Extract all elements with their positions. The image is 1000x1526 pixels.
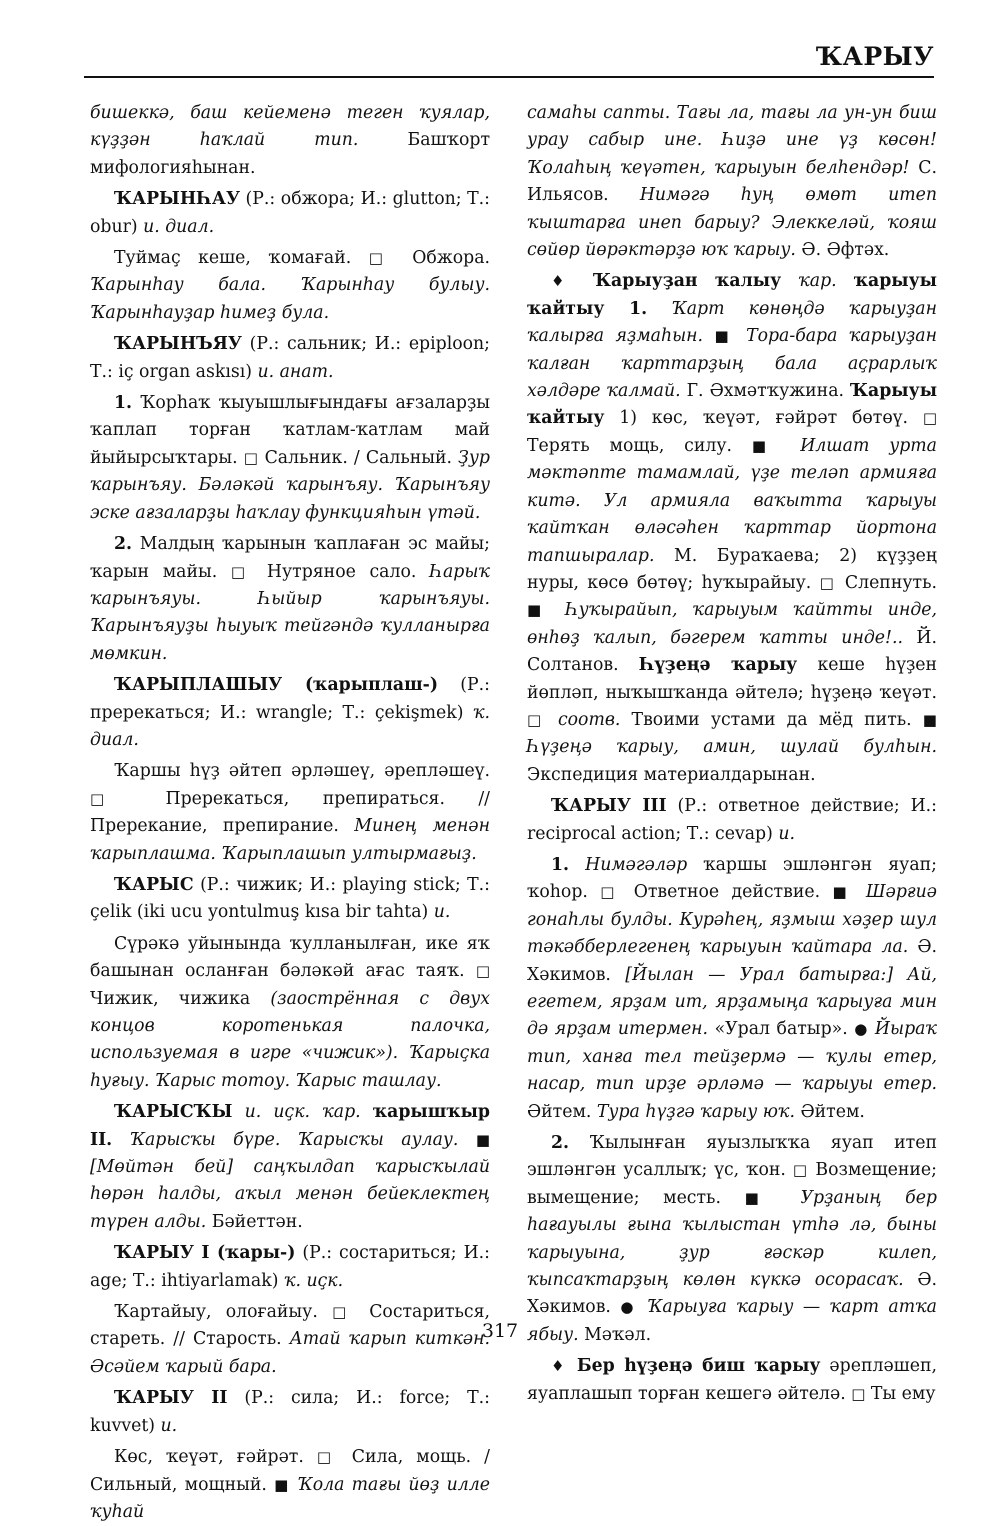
source-text: Әйтем. xyxy=(527,1101,597,1122)
headword: ҠАРЫНҺАУ xyxy=(114,189,240,210)
cross-reference: ҡарыуы ҡайтыу 1. xyxy=(527,271,937,319)
filled-square-marker-icon: ■ xyxy=(475,1130,490,1149)
source-text: Башҡорт мифологияһынан. xyxy=(90,130,491,178)
entry-header xyxy=(90,672,490,754)
source-text: С. Ильясов. xyxy=(527,157,937,206)
headword: ҠАРЫНЪЯУ xyxy=(114,334,242,355)
translations: (Р.: сальник; И.: epiploon; Т.: iç organ askısı) xyxy=(90,334,490,382)
sense-number: 1. xyxy=(551,854,570,875)
sense-1: 1. Нимәгәләр ҡаршы эшләнгән яуап; ҡоһор. □ Ответное действие. ■ Шәрғиә гонаһлы булды. Курәһең, яҙмыш хәҙер шул тәкәбберлегенең ҡарыуын ҡайтара ла. Ә. Хәкимов. [Йылан — Урал батырға:] Ай, егетем, ярҙам ит, ярҙамыңа ҡарыуға мин дә ярҙам итермен. «Урал батыр». ● Йыраҡ тип, ханға тел тейҙермә — ҡулы етер, насар, тип ирҙе әрләмә — ҡарыуы етер. Әйтем. Тура һүҙгә ҡарыу юҡ. Әйтем. xyxy=(527,854,938,1122)
example-text: Минең менән ҡарыплашма. Ҡарыплашып ултырмағыҙ. xyxy=(90,816,490,864)
grammar-label: и. диал. xyxy=(143,216,215,237)
entry-header xyxy=(90,186,490,241)
idiom: Бер һүҙеңә биш ҡарыу xyxy=(576,1356,821,1377)
filled-square-marker-icon: ■ xyxy=(274,1475,291,1494)
headword: ҠАРЫСҠЫ xyxy=(114,1102,233,1123)
source-text: «Урал батыр». xyxy=(708,1019,855,1040)
diamond-marker-icon: ♦ xyxy=(551,1357,568,1376)
grammar-label: и. анат. xyxy=(257,361,334,382)
square-marker-icon: □ xyxy=(243,448,259,467)
example-text: Ҙур ҡарынъяу. Бәләкәй ҡарынъяу. Ҡарынъяу эске ағзаларҙы һаҡлау функцияһын үтәй. xyxy=(90,447,490,523)
square-marker-icon: □ xyxy=(475,962,490,981)
headword: ҠАРЫУ III xyxy=(551,796,667,817)
sense-number: 2. xyxy=(551,1133,570,1154)
proverb: Йыраҡ тип, ханға тел тейҙермә — ҡулы етер, насар, тип ирҙе әрләмә — ҡарыуы етер. xyxy=(527,1019,937,1095)
translations: (Р.: сила; И.: force; Т.: kuvvet) xyxy=(90,1388,490,1436)
bullet-marker-icon: ● xyxy=(854,1020,869,1039)
square-marker-icon: □ xyxy=(600,883,622,902)
left-column xyxy=(90,100,491,1522)
quotation: Һүҙеңә ҡарыу, амин, шулай булһын. xyxy=(527,737,937,758)
grammar-label: ҡ. диал. xyxy=(90,702,490,750)
entry-header xyxy=(527,793,937,848)
sense-1: 1. Ҡорһаҡ ҡыуышлығындағы ағзаларҙы ҡаплап торған ҡатлам-ҡатлам май йыйырсыҡтары. □ Сальник. / Сальный. Ҙур ҡарынъяу. Бәләкәй ҡарынъяу. Ҡарынъяу эске ағзаларҙы һаҡлау функцияһын үтәй. xyxy=(90,393,490,523)
quotation: Ҡола тағы йөҙ илле ҡуһай xyxy=(90,1474,490,1522)
source-text: Г. Әхмәтҡужина. xyxy=(680,381,851,402)
translations: (Р.: пререкаться; И.: wrangle; Т.: çekişmek) xyxy=(90,675,490,723)
cross-reference: ҡарышҡыр II. xyxy=(90,1102,491,1150)
square-marker-icon: □ xyxy=(90,789,133,808)
filled-square-marker-icon: ■ xyxy=(922,710,937,729)
sense-2: 2. Ҡылынған яуызлыҡҡа яуап итеп эшләнгән усаллыҡ; үс, ҡон. □ Возмещение; вымещение; месть. ■ Урҙаның бер һағауылы ғына ҡылыстан үтһә лә, быны ҡарыуына, ҙур ғәскәр килеп, ҡыпсаҡтарҙың көлөн күккә осорасаҡ. Ә. Хәкимов. ● Ҡарыуға ҡарыу — ҡарт атҡа ябыу. Мәҡәл. xyxy=(527,1133,937,1345)
sense-2: 2. Малдың ҡарынын ҡаплаған эс майы; ҡарын майы. □ Нутряное сало. Һарыҡ ҡарынъяуы. Һыйыр ҡарынъяуы. Ҡарынъяуҙы һыуыҡ тейгәндә ҡулланырға мөмкин. xyxy=(90,534,490,664)
grammar-label: и. xyxy=(433,902,451,923)
grammar-label: ҡ. иҫк. xyxy=(283,1270,344,1291)
square-marker-icon: □ xyxy=(230,562,254,581)
proverb: Ҡарыуға ҡарыу — ҡарт атҡа ябыу. xyxy=(527,1297,937,1345)
source-text: Ә. Әфтәх. xyxy=(795,240,890,261)
square-marker-icon: □ xyxy=(851,1384,866,1403)
entry-continuation xyxy=(527,100,937,264)
grammar-label: и. иҫк. ҡар. xyxy=(244,1102,361,1123)
entry-header xyxy=(90,1385,490,1440)
idiom: Ҡарыуҙан ҡалыу xyxy=(593,271,782,292)
definition: Сүрәкә уйынында ҡулланылған, ике яҡ башынан осланған бәләкәй ағас таяҡ. □ Чижик, чижика (заострённая с двух концов коротенькая палочка, используемая в игре «чижик»). Ҡарыҫка һуғыу. Ҡарыс тотоу. Ҡарыс ташлау. xyxy=(90,933,490,1091)
source-text: Ә. Хәкимов. xyxy=(527,1270,937,1318)
quotation: [Йылан — Урал батырға:] Ай, егетем, ярҙам ит, ярҙамыңа ҡарыуға мин дә ярҙам итермен. xyxy=(527,964,938,1040)
definition: Ҡаршы һүҙ әйтеп әрләшеү, әрепләшеү. □ Пререкаться, препираться. // Пререкание, препирание. Минең менән ҡарыплашма. Ҡарыплашып ултырмағыҙ. xyxy=(90,761,490,864)
translations: (Р.: обжора; И.: glutton; Т.: obur) xyxy=(90,189,490,237)
entry-header xyxy=(90,872,490,927)
example-text: Ҡарысҡы бүре. Ҡарысҡы аулау. xyxy=(129,1129,459,1150)
source-text: Мәҡәл. xyxy=(578,1324,652,1345)
translations: (Р.: чижик; И.: playing stick; Т.: çelik (iki ucu yontulmuş kısa bir tahta) xyxy=(90,874,490,923)
grammar-label: соотв. xyxy=(557,709,621,730)
quotation: самаһы сапты. Тағы ла, тағы ла ун-ун биш урау сабыр ине. Һиҙә ине үҙ көсөн! Ҡолаһың ҡеүәтен, ҡарыуын белһендәр! xyxy=(527,103,937,178)
square-marker-icon: □ xyxy=(332,1303,355,1322)
quotation: Нимәгә һуң өмөт итеп ҡыштарға инеп барыу? Элеккеләй, ҡояш сөйөр йөрәктәрҙә юҡ ҡарыу. xyxy=(527,185,937,261)
sense-number: 1. xyxy=(114,393,133,414)
grammar-label: и. xyxy=(778,823,795,844)
definition: Көс, ҡеүәт, ғәйрәт. □ Сила, мощь. / Сильный, мощный. ■ Ҡола тағы йөҙ илле ҡуһай xyxy=(90,1447,490,1522)
example-text: Һарыҡ ҡарынъяуы. Һыйыр ҡарынъяуы. Ҡарынъяуҙы һыуыҡ тейгәндә ҡулланырға мөмкин. xyxy=(90,561,490,664)
translations: (Р.: ответное действие; И.: reciprocal action; Т.: cevap) xyxy=(527,796,937,844)
quotation: Шәрғиә гонаһлы булды. Курәһең, яҙмыш хәҙер шул тәкәбберлегенең ҡарыуын ҡайтара ла. xyxy=(527,882,937,958)
quotation: Урҙаның бер һағауылы ғына ҡылыстан үтһә лә, быны ҡарыуына, ҙур ғәскәр килеп, ҡыпсаҡтарҙың көлөн күккә осорасаҡ. xyxy=(527,1187,937,1291)
right-column xyxy=(527,100,938,1404)
idiom-block: ♦ Ҡарыуҙан ҡалыу ҡар. ҡарыуы ҡайтыу 1. Ҡарт көнөңдә ҡарыуҙан ҡалырға яҙмаһын. ■ Тора-бара ҡарыуҙан ҡалған ҡарттарҙың бала аҫрарлыҡ хәлдәре ҡалмай. Г. Әхмәтҡужина. Ҡарыуы ҡайтыу 1) көс, ҡеүәт, ғәйрәт бөтөү. □ Терять мощь, силу. ■ Илшат урта мәктәпте тамамлай, үҙе теләп армияға китә. Ул армияла ваҡытта ҡарыуы ҡайтҡан өләсәһен ҡарттар йортона тапшыралар. М. Бураҡаева; 2) күҙҙең нуры, көсө бөтөү; һуҡырайыу. □ Слепнуть. ■ Һуҡырайып, ҡарыуым ҡайтты инде, өнһөҙ ҡалып, бәгерем ҡатты инде!.. Й. Солтанов. Һүҙеңә ҡарыу кеше һүҙен йөпләп, ныҡышҡанда әйтелә; һүҙеңә ҡеүәт. □ соотв. Твоими устами да мёд пить. ■ Һүҙеңә ҡарыу, амин, шулай булһын. Экспедиция материалдарынан. xyxy=(527,271,938,785)
example-text: Атай ҡарып киткән. Әсәйем ҡарый бара. xyxy=(90,1329,490,1377)
square-marker-icon: □ xyxy=(922,409,937,428)
headword: ҠАРЫУ II xyxy=(114,1388,228,1409)
square-marker-icon: □ xyxy=(316,1448,339,1467)
square-marker-icon: □ xyxy=(792,1161,809,1180)
source-text: Бәйеттән. xyxy=(206,1211,303,1232)
translations: (Р.: состариться; И.: age; Т.: ihtiyarlamak) xyxy=(90,1243,490,1291)
quotation: Һуҡырайып, ҡарыуым ҡайтты инде, өнһөҙ ҡалып, бәгерем ҡатты инде!.. xyxy=(527,600,937,648)
proverb: Тура һүҙгә ҡарыу юҡ. xyxy=(596,1101,795,1122)
square-marker-icon: □ xyxy=(819,573,837,592)
example-text: Ҡарынһау бала. Ҡарынһау булыу. Ҡарынһауҙар һимеҙ була. xyxy=(90,275,490,323)
source-text: Экспедиция материалдарынан. xyxy=(527,764,816,785)
filled-square-marker-icon: ■ xyxy=(751,436,781,455)
idiom-block: ♦ Бер һүҙеңә биш ҡарыу әрепләшеп, яуаплашып торған кешегә әйтелә. □ Ты ему xyxy=(527,1356,937,1404)
entry-header xyxy=(90,1240,490,1295)
filled-square-marker-icon: ■ xyxy=(714,327,735,346)
page-number: 317 xyxy=(481,1320,519,1342)
grammar-label: и. xyxy=(160,1415,178,1436)
source-text: Ә. Хәкимов. xyxy=(527,937,937,985)
idiom: Һүҙеңә ҡарыу xyxy=(638,655,798,676)
headword: ҠАРЫС xyxy=(114,874,194,895)
diamond-marker-icon: ♦ xyxy=(551,272,576,291)
grammar-label: ҡар. xyxy=(798,271,837,292)
example-text: бишеккә, баш кейеменә теген ҡуялар, күҙҙән һаҡлай тип. xyxy=(90,103,490,151)
filled-square-marker-icon: ■ xyxy=(744,1188,777,1207)
entry-header xyxy=(90,1099,490,1236)
definition: Туймаҫ кеше, ҡомағай. □ Обжора. Ҡарынһау бала. Ҡарынһау булыу. Ҡарынһауҙар һимеҙ була. xyxy=(90,248,490,323)
headword: ҠАРЫПЛАШЫУ (ҡарыплаш-) xyxy=(114,675,439,696)
entry-continuation xyxy=(90,100,490,182)
idiom: Ҡарыуы ҡайтыу xyxy=(527,381,938,429)
running-head: ҠАРЫУ xyxy=(815,42,934,71)
quotation: Илшат урта мәктәпте тамамлай, үҙе теләп армияға китә. Ул армияла ваҡытта ҡарыуы ҡайтҡан өләсәһен ҡарттар йортона тапшыралар. xyxy=(527,435,937,566)
header-rule xyxy=(84,76,934,78)
quotation: Тора-бара ҡарыуҙан ҡалған ҡарттарҙың бала аҫрарлыҡ хәлдәре ҡалмай. xyxy=(527,326,937,402)
bullet-marker-icon: ● xyxy=(620,1298,638,1317)
filled-square-marker-icon: ■ xyxy=(527,601,551,620)
definition: Ҡартайыу, олоғайыу. □ Состариться, стареть. // Старость. Атай ҡарып киткән. Әсәйем ҡарый бара. xyxy=(90,1302,490,1377)
headword: ҠАРЫУ I (ҡары-) xyxy=(114,1243,296,1264)
square-marker-icon: □ xyxy=(527,710,547,729)
square-marker-icon: □ xyxy=(368,249,395,268)
sense-number: 2. xyxy=(114,534,133,555)
example-text: Ҡарт көнөңдә ҡарыуҙан ҡалырға яҙмаһын. xyxy=(527,298,937,347)
entry-header xyxy=(90,331,490,386)
source-text: Әйтем. xyxy=(794,1101,865,1122)
example-text: (заострённая с двух концов коротенькая палочка, используемая в игре «чижик»). Ҡарыҫка һуғыу. Ҡарыс тотоу. Ҡарыс ташлау. xyxy=(90,988,490,1091)
filled-square-marker-icon: ■ xyxy=(832,883,854,902)
quotation: [Мөйтән бей] саңҡылдап ҡарысҡылай һөрән һалды, аҡыл менән бейеклектең түрен алды. xyxy=(90,1157,490,1232)
